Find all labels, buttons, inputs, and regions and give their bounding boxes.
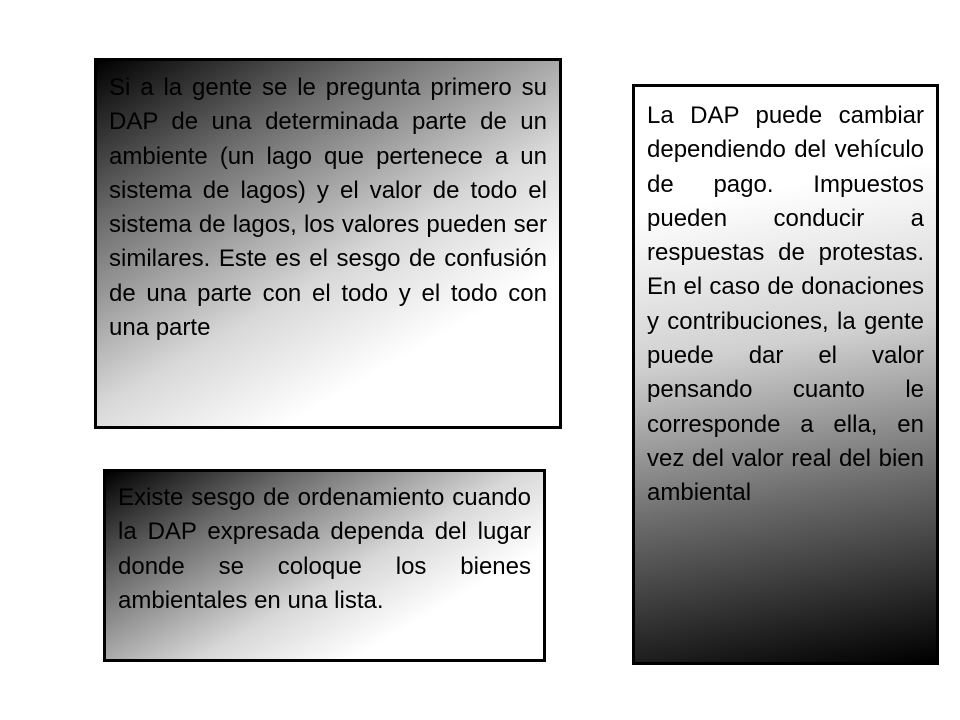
text-box-confusion-bias bbox=[94, 58, 562, 429]
payment-vehicle-text: La DAP puede cambiar dependiendo del vehículo de pago. Impuestos pueden conducir a respuestas de protestas. En el caso de donaciones y contribuciones, la gente puede dar el valor pensando cuanto le corresponde a ella, en vez del valor real del bien ambiental bbox=[647, 102, 924, 507]
text-box-ordering-bias bbox=[103, 469, 546, 662]
confusion-bias-text: Si a la gente se le pregunta primero su DAP de una determinada parte de un ambiente (un lago que pertenece a un sistema de lagos) y el valor de todo el sistema de lagos, los valores pueden ser similares. Este es el sesgo de confusión de una parte con el todo y el todo con una parte bbox=[109, 74, 547, 342]
ordering-bias-text: Existe sesgo de ordenamiento cuando la DAP expresada dependa del lugar donde se coloque los bienes ambientales en una lista. bbox=[118, 484, 531, 614]
text-box-payment-vehicle bbox=[632, 84, 939, 665]
